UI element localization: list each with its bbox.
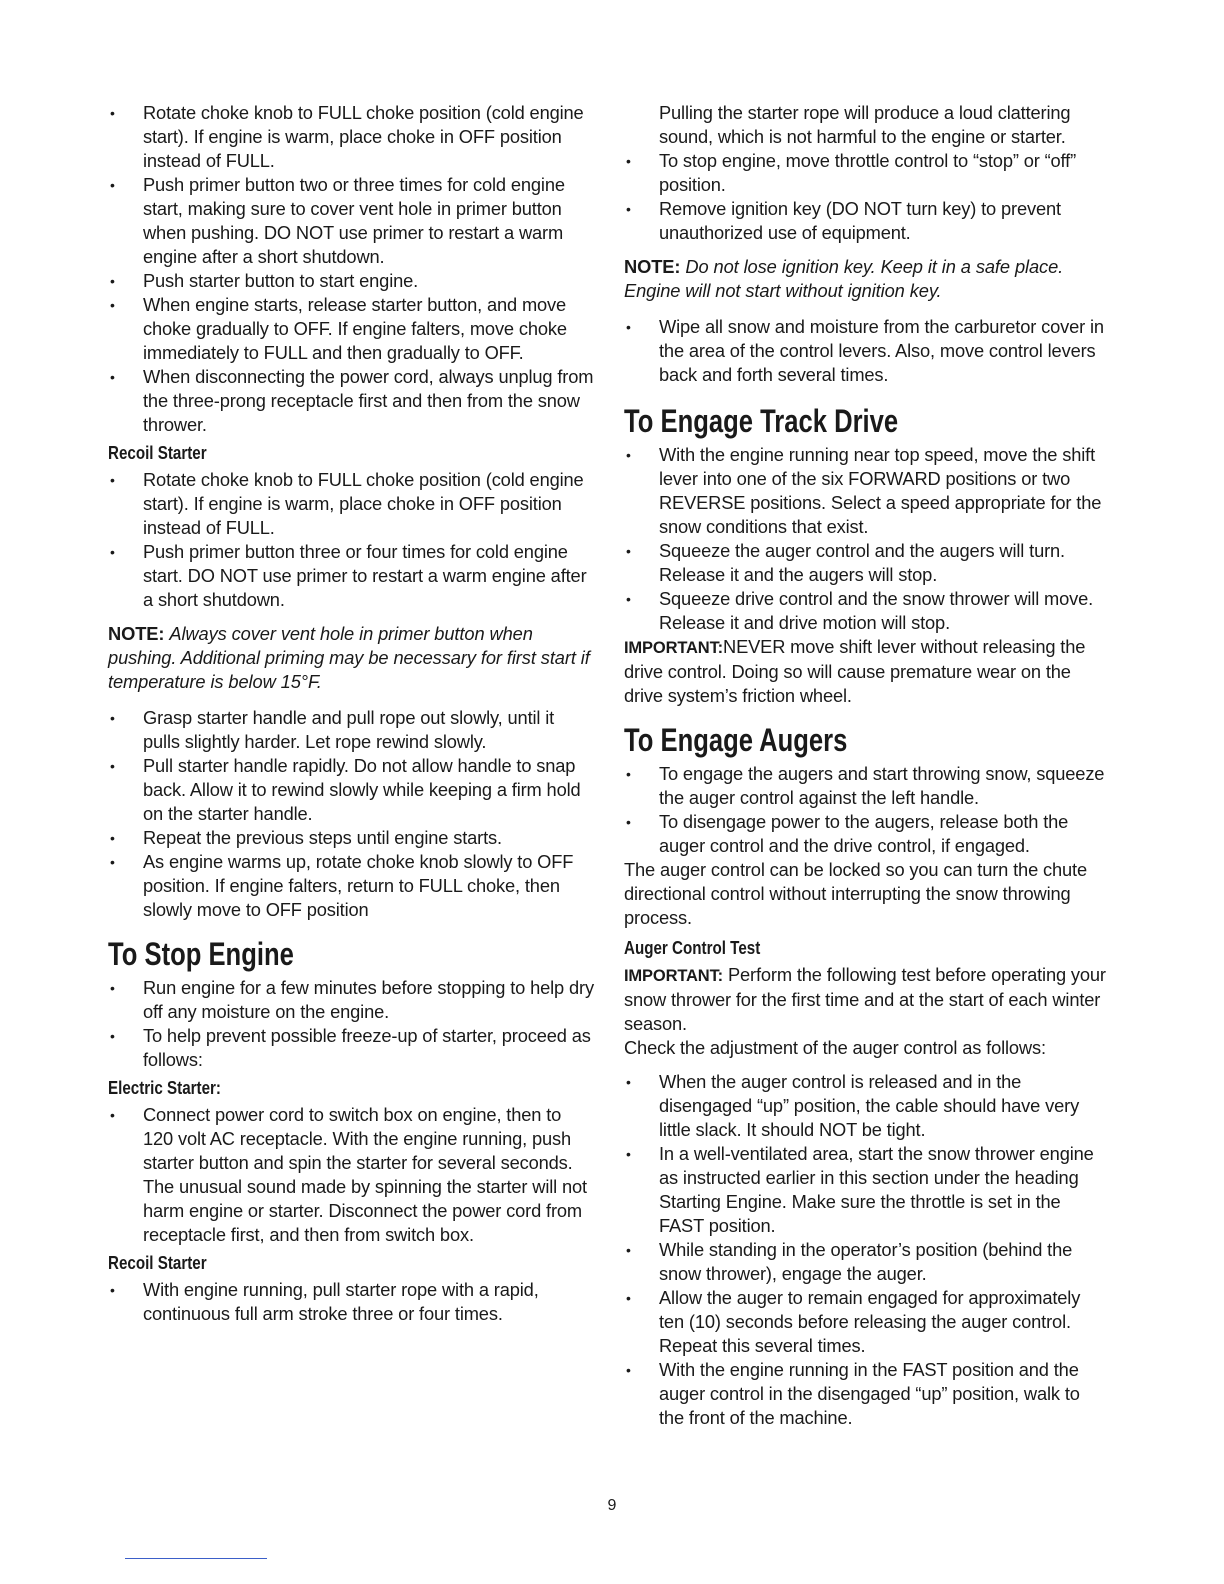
- recoil-stop-bullets: [108, 1278, 594, 1326]
- recoil-bullets: [108, 468, 594, 612]
- list-item: • With engine running, pull starter rope with a rapid, continuous full arm stroke three or four times.: [108, 1278, 594, 1326]
- list-item: • Push starter button to start engine.: [108, 269, 594, 293]
- important-shift-lever: [624, 635, 1108, 708]
- list-item: • To engage the augers and start throwing snow, squeeze the auger control against the left handle.: [624, 762, 1108, 810]
- list-item: • Push primer button three or four times for cold engine start. DO NOT use primer to restart a warm engine after a short shutdown.: [108, 540, 594, 612]
- track-drive-bullets: [624, 443, 1108, 635]
- important-text: NEVER move shift lever without releasing the drive control. Doing so will cause premature wear on the drive system’s friction wheel.: [624, 636, 1086, 706]
- electric-starter-heading: Electric Starter:: [108, 1077, 221, 1098]
- list-item: • Grasp starter handle and pull rope out slowly, until it pulls slightly harder. Let rope rewind slowly.: [108, 706, 594, 754]
- important-label: IMPORTANT:: [624, 967, 724, 985]
- stop-engine-heading: To Stop Engine: [108, 936, 294, 972]
- list-item: • To stop engine, move throttle control to “stop” or “off” position.: [624, 149, 1108, 197]
- stop-bullets: [624, 149, 1108, 245]
- note-label: NOTE:: [108, 623, 165, 644]
- recoil-starter-heading-2: Recoil Starter: [108, 1252, 207, 1273]
- list-item: • When disconnecting the power cord, always unplug from the three-prong receptacle first and then from the snow thrower.: [108, 365, 594, 437]
- electric-starter-bullets: [108, 1103, 594, 1247]
- list-item: • Squeeze the auger control and the augers will turn. Release it and the augers will stop.: [624, 539, 1108, 587]
- continuation-paragraph: Pulling the starter rope will produce a loud clattering sound, which is not harmful to the engine or starter.: [659, 102, 1071, 147]
- list-item: • Rotate choke knob to FULL choke position (cold engine start). If engine is warm, place choke in OFF position instead of FULL.: [108, 101, 594, 173]
- important-label: IMPORTANT:: [624, 639, 724, 657]
- list-item: • Remove ignition key (DO NOT turn key) to prevent unauthorized use of equipment.: [624, 197, 1108, 245]
- list-item: • With the engine running near top speed, move the shift lever into one of the six FORWARD positions or two REVERSE positions. Select a speed appropriate for the snow conditions that exist.: [624, 443, 1108, 539]
- stop-engine-bullets: [108, 976, 594, 1072]
- list-item: • As engine warms up, rotate choke knob slowly to OFF position. If engine falters, return to FULL choke, then slowly move to OFF position: [108, 850, 594, 922]
- note-text: Do not lose ignition key. Keep it in a safe place. Engine will not start without ignition key.: [624, 256, 1064, 301]
- list-item: • With the engine running in the FAST position and the auger control in the disengaged “up” position, walk to the front of the machine.: [624, 1358, 1108, 1430]
- ignition-note: [624, 255, 1108, 303]
- important-text: Perform the following test before operating your snow thrower for the first time and at the start of each winter season.: [624, 964, 1106, 1034]
- list-item: • When the auger control is released and in the disengaged “up” position, the cable should have very little slack. It should NOT be tight.: [624, 1070, 1108, 1142]
- recoil-starter-heading: Recoil Starter: [108, 442, 207, 463]
- list-item: • Push primer button two or three times for cold engine start, making sure to cover vent hole in primer button when pushing. DO NOT use primer to restart a warm engine after a short shutdown.: [108, 173, 594, 269]
- list-item: • Wipe all snow and moisture from the carburetor cover in the area of the control levers. Also, move control levers back and forth several times.: [624, 315, 1108, 387]
- list-item: • Repeat the previous steps until engine starts.: [108, 826, 594, 850]
- engage-augers-heading: To Engage Augers: [624, 722, 848, 758]
- note-text: Always cover vent hole in primer button when pushing. Additional priming may be necessary for first start if temperature is below 15°F.: [108, 623, 590, 692]
- right-column: [624, 101, 1108, 1430]
- augers-bullets: [624, 762, 1108, 858]
- track-drive-heading: To Engage Track Drive: [624, 403, 899, 439]
- auger-test-bullets: [624, 1070, 1108, 1430]
- note-label: NOTE:: [624, 256, 681, 277]
- list-item: • Pull starter handle rapidly. Do not allow handle to snap back. Allow it to rewind slowly while keeping a firm hold on the starter handle.: [108, 754, 594, 826]
- starting-bullets: [108, 101, 594, 437]
- footer-rule: [125, 1558, 267, 1559]
- list-item: • To help prevent possible freeze-up of starter, proceed as follows:: [108, 1024, 594, 1072]
- primer-note: [108, 622, 594, 694]
- page-number: 9: [607, 1497, 617, 1514]
- check-paragraph: Check the adjustment of the auger control as follows:: [624, 1037, 1046, 1058]
- list-item: • Run engine for a few minutes before stopping to help dry off any moisture on the engine.: [108, 976, 594, 1024]
- list-item: • When engine starts, release starter button, and move choke gradually to OFF. If engine falters, move choke immediately to FULL and then gradually to OFF.: [108, 293, 594, 365]
- list-item: • Rotate choke knob to FULL choke position (cold engine start). If engine is warm, place choke in OFF position instead of FULL.: [108, 468, 594, 540]
- important-test: [624, 963, 1108, 1036]
- list-item: • While standing in the operator’s position (behind the snow thrower), engage the auger.: [624, 1238, 1108, 1286]
- list-item: • Connect power cord to switch box on engine, then to 120 volt AC receptacle. With the engine running, push starter button and spin the starter for several seconds. The unusual sound made by spinning the starter will not harm engine or starter. Disconnect the power cord from receptacle first, and then from switch box.: [108, 1103, 594, 1247]
- left-column: [108, 101, 594, 1326]
- lock-paragraph: The auger control can be locked so you can turn the chute directional control without interrupting the snow throwing process.: [624, 859, 1087, 928]
- auger-control-test-heading: Auger Control Test: [624, 937, 761, 958]
- wipe-bullets: [624, 315, 1108, 387]
- list-item: • To disengage power to the augers, release both the auger control and the drive control, if engaged.: [624, 810, 1108, 858]
- list-item: • Allow the auger to remain engaged for approximately ten (10) seconds before releasing the auger control. Repeat this several times.: [624, 1286, 1108, 1358]
- list-item: • Squeeze drive control and the snow thrower will move. Release it and drive motion will stop.: [624, 587, 1108, 635]
- list-item: • In a well-ventilated area, start the snow thrower engine as instructed earlier in this section under the heading Starting Engine. Make sure the throttle is set in the FAST position.: [624, 1142, 1108, 1238]
- recoil-steps-bullets: [108, 706, 594, 922]
